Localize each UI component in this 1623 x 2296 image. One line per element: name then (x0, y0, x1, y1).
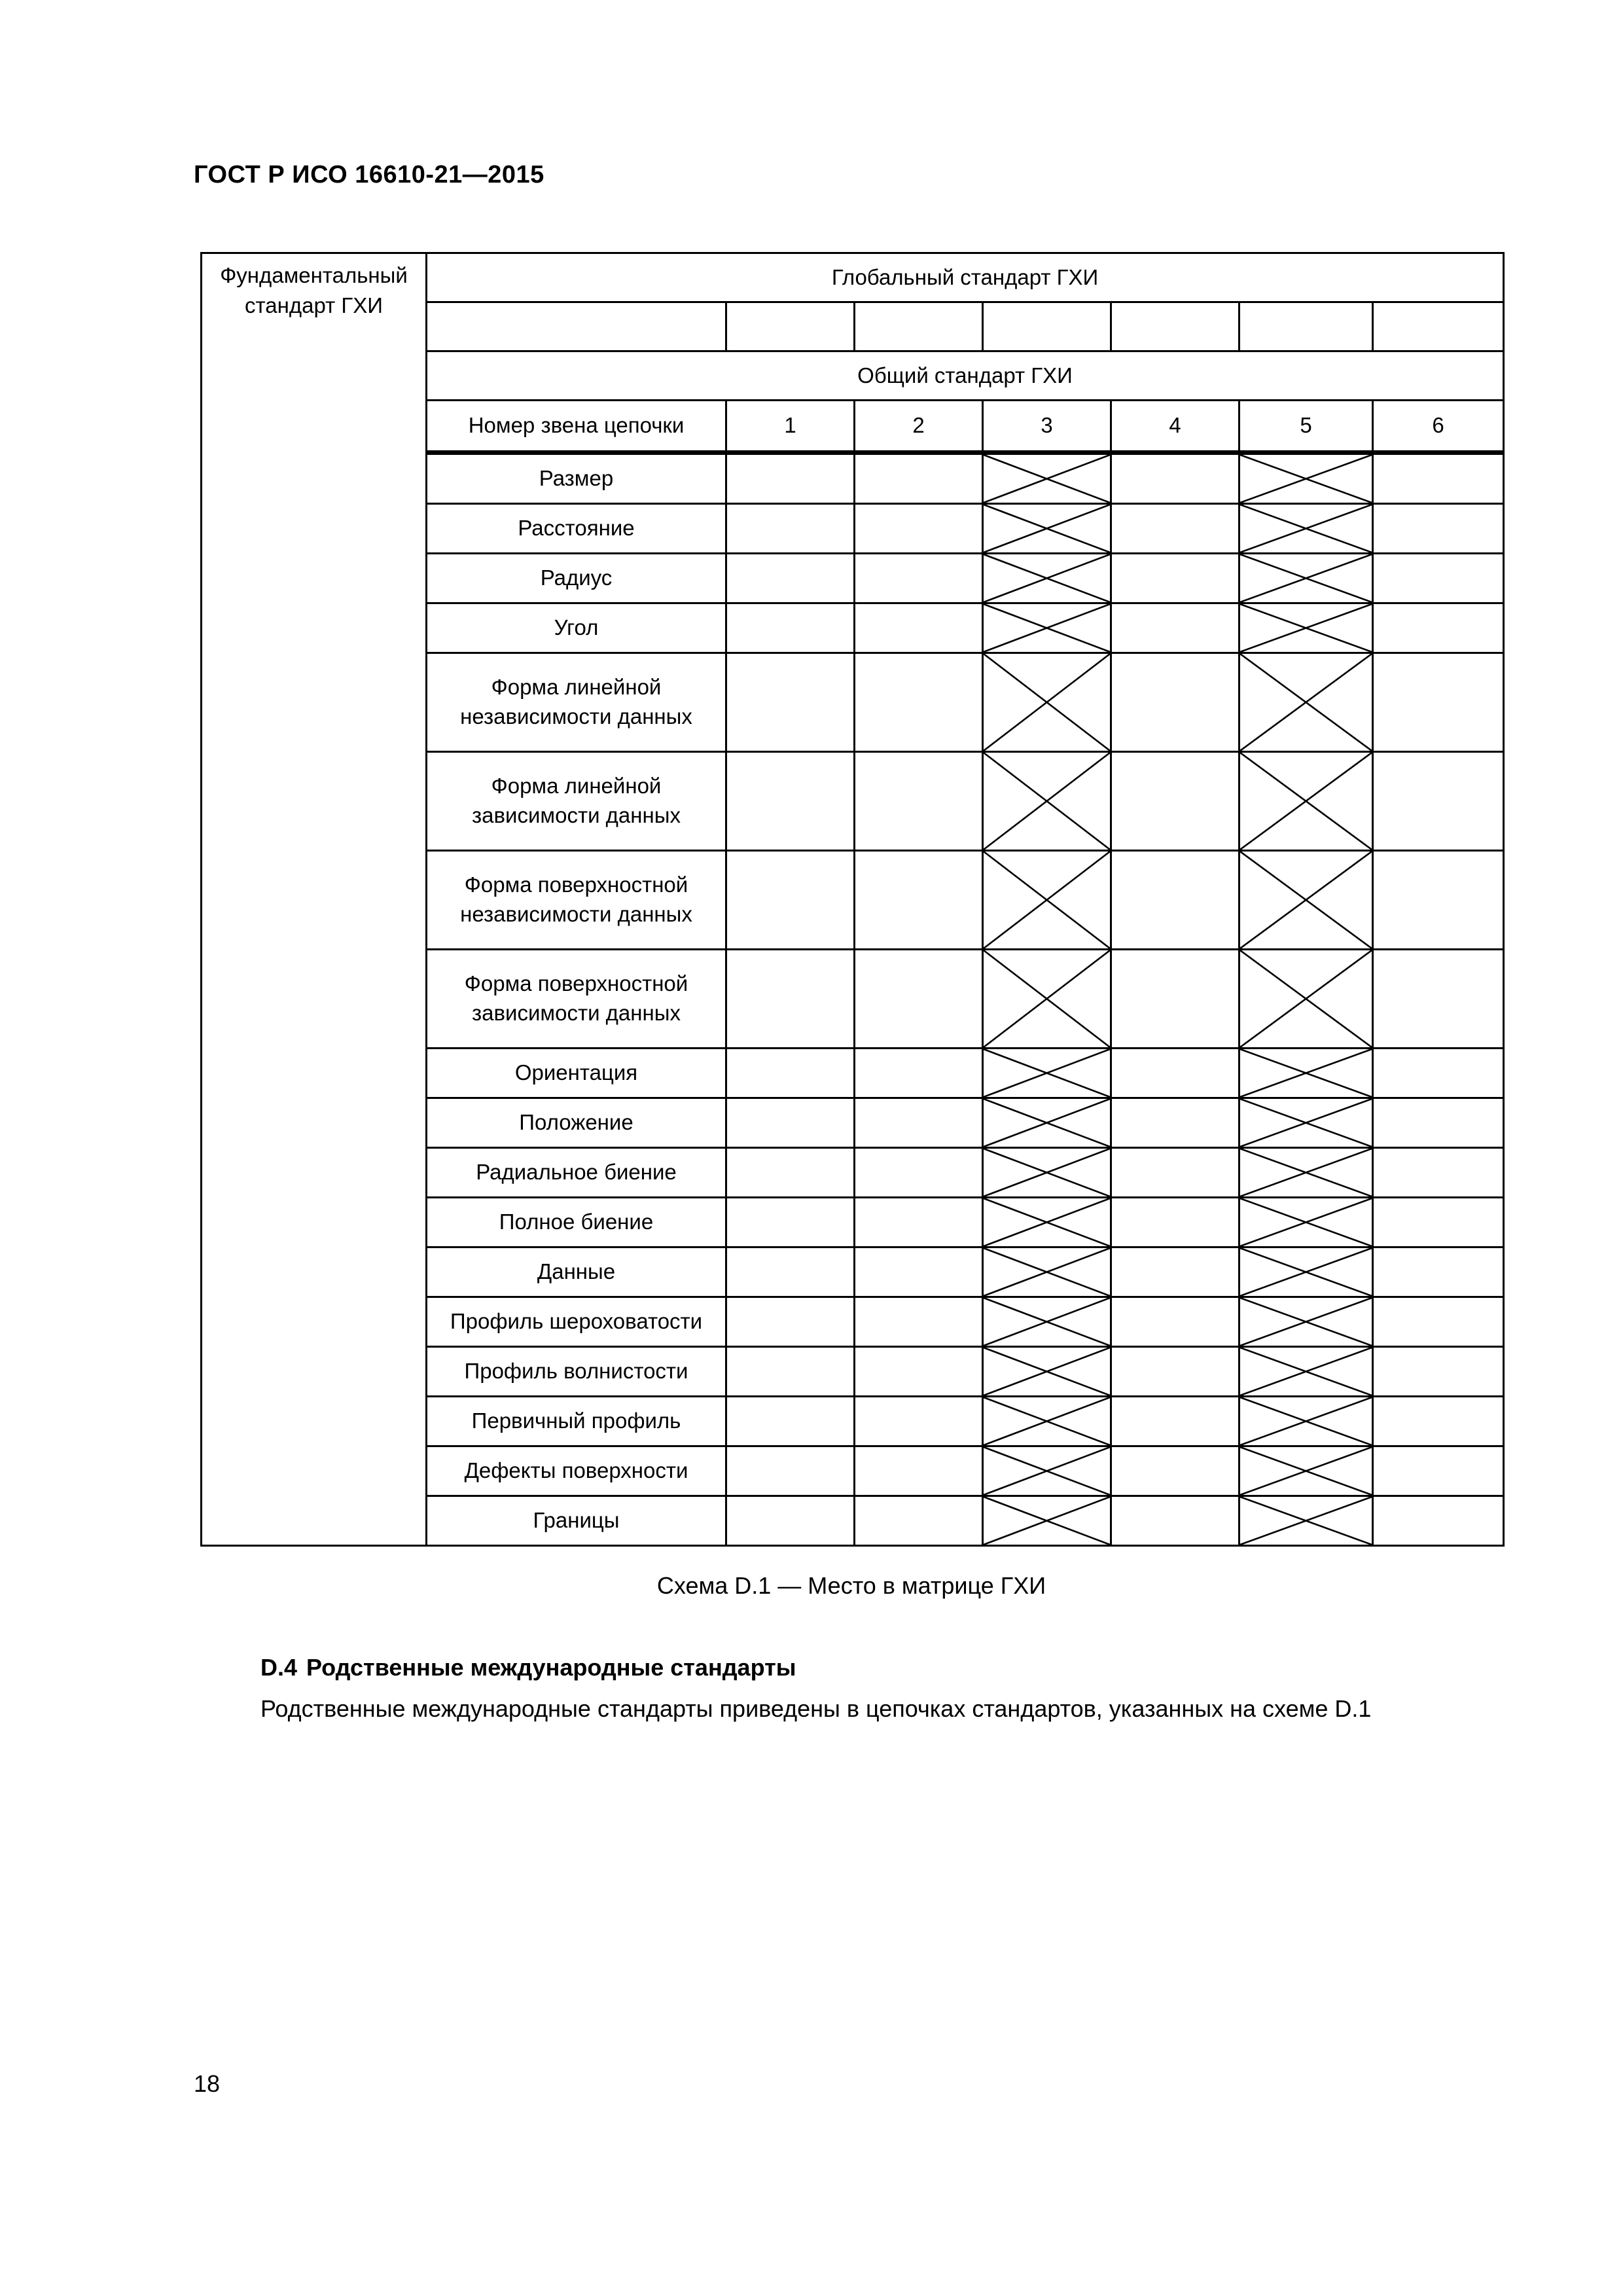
empty-cell (855, 851, 983, 950)
empty-cell (1373, 1049, 1504, 1098)
cross-mark-icon (984, 1248, 1110, 1296)
empty-cell (1111, 752, 1240, 851)
empty-cell (726, 1098, 855, 1148)
empty-cell (855, 603, 983, 653)
chain-link-number: 3 (983, 401, 1111, 453)
characteristic-label: Профиль волнистости (427, 1347, 726, 1397)
crossed-cell (983, 1098, 1111, 1148)
empty-cell (1111, 1496, 1240, 1546)
empty-cell (855, 1446, 983, 1496)
crossed-cell (1240, 950, 1373, 1049)
section-heading (260, 1654, 796, 1681)
empty-cell (855, 653, 983, 752)
empty-cell (726, 1247, 855, 1297)
empty-cell (726, 1446, 855, 1496)
empty-cell (1373, 453, 1504, 504)
empty-cell (726, 950, 855, 1049)
crossed-cell (983, 752, 1111, 851)
empty-cell (427, 302, 726, 351)
crossed-cell (983, 554, 1111, 603)
characteristic-label: Дефекты поверхности (427, 1446, 726, 1496)
empty-cell (1373, 1148, 1504, 1198)
crossed-cell (1240, 653, 1373, 752)
crossed-cell (1240, 1297, 1373, 1347)
cross-mark-icon (1240, 554, 1372, 602)
crossed-cell (983, 1049, 1111, 1098)
global-standard-header: Глобальный стандарт ГХИ (427, 253, 1504, 302)
empty-cell (1373, 1297, 1504, 1347)
figure-caption: Схема D.1 — Место в матрице ГХИ (656, 1572, 1046, 1599)
cross-mark-icon (984, 852, 1110, 948)
empty-cell (726, 504, 855, 554)
empty-cell (1111, 1446, 1240, 1496)
empty-cell (855, 1098, 983, 1148)
crossed-cell (983, 1496, 1111, 1546)
empty-cell (1111, 504, 1240, 554)
empty-cell (1111, 1397, 1240, 1446)
empty-cell (1111, 1347, 1240, 1397)
cross-mark-icon (1240, 1049, 1372, 1097)
empty-cell (983, 302, 1111, 351)
empty-cell (1373, 603, 1504, 653)
empty-cell (1111, 1049, 1240, 1098)
empty-cell (1111, 653, 1240, 752)
cross-mark-icon (984, 753, 1110, 850)
chain-link-number: 2 (855, 401, 983, 453)
empty-cell (1373, 1496, 1504, 1546)
crossed-cell (983, 950, 1111, 1049)
empty-cell (855, 554, 983, 603)
empty-cell (1373, 504, 1504, 554)
crossed-cell (1240, 752, 1373, 851)
cross-mark-icon (984, 455, 1110, 503)
crossed-cell (1240, 1198, 1373, 1247)
crossed-cell (983, 1148, 1111, 1198)
cross-mark-icon (1240, 505, 1372, 552)
characteristic-label: Полное биение (427, 1198, 726, 1247)
chain-link-number: 5 (1240, 401, 1373, 453)
cross-mark-icon (984, 950, 1110, 1047)
crossed-cell (1240, 851, 1373, 950)
cross-mark-icon (1240, 1348, 1372, 1395)
crossed-cell (1240, 1148, 1373, 1198)
cross-mark-icon (984, 604, 1110, 652)
empty-cell (1111, 453, 1240, 504)
crossed-cell (983, 1347, 1111, 1397)
empty-cell (726, 453, 855, 504)
cross-mark-icon (1240, 1099, 1372, 1147)
cross-mark-icon (984, 1198, 1110, 1246)
characteristic-label: Первичный профиль (427, 1397, 726, 1446)
empty-cell (726, 603, 855, 653)
cross-mark-icon (1240, 950, 1372, 1047)
crossed-cell (1240, 504, 1373, 554)
chain-link-number: 1 (726, 401, 855, 453)
crossed-cell (983, 603, 1111, 653)
crossed-cell (1240, 1347, 1373, 1397)
crossed-cell (1240, 554, 1373, 603)
empty-cell (1373, 1446, 1504, 1496)
empty-cell (1373, 950, 1504, 1049)
empty-cell (726, 1496, 855, 1546)
chain-link-label: Номер звена цепочки (427, 401, 726, 453)
cross-mark-icon (1240, 1149, 1372, 1196)
empty-cell (1111, 603, 1240, 653)
cross-mark-icon (984, 1348, 1110, 1395)
cross-mark-icon (984, 1099, 1110, 1147)
cross-mark-icon (984, 1447, 1110, 1495)
characteristic-label: Расстояние (427, 504, 726, 554)
document-header: ГОСТ Р ИСО 16610-21—2015 (194, 161, 544, 188)
cross-mark-icon (1240, 1497, 1372, 1545)
empty-cell (1240, 302, 1373, 351)
empty-cell (1111, 554, 1240, 603)
empty-cell (1111, 950, 1240, 1049)
empty-cell (1373, 1098, 1504, 1148)
cross-mark-icon (1240, 753, 1372, 850)
empty-cell (1373, 1198, 1504, 1247)
chain-link-number: 4 (1111, 401, 1240, 453)
characteristic-label: Угол (427, 603, 726, 653)
gps-matrix-table (200, 252, 1505, 1547)
empty-cell (855, 1397, 983, 1446)
cross-mark-icon (1240, 455, 1372, 503)
empty-cell (855, 752, 983, 851)
fundamental-standard-cell: Фундаментальный стандарт ГХИ (202, 253, 427, 1546)
characteristic-label: Форма линейной независимости данных (427, 653, 726, 752)
cross-mark-icon (1240, 604, 1372, 652)
empty-cell (855, 453, 983, 504)
characteristic-label: Ориентация (427, 1049, 726, 1098)
crossed-cell (983, 653, 1111, 752)
characteristic-label: Размер (427, 453, 726, 504)
cross-mark-icon (984, 1149, 1110, 1196)
characteristic-label: Форма линейной зависимости данных (427, 752, 726, 851)
empty-cell (726, 653, 855, 752)
empty-cell (726, 1397, 855, 1446)
crossed-cell (983, 851, 1111, 950)
empty-cell (1111, 1148, 1240, 1198)
cross-mark-icon (984, 654, 1110, 751)
section-paragraph: Родственные международные стандарты приведены в цепочках стандартов, указанных на схеме D.1 (260, 1695, 1372, 1722)
cross-mark-icon (1240, 1447, 1372, 1495)
cross-mark-icon (984, 1049, 1110, 1097)
crossed-cell (983, 504, 1111, 554)
crossed-cell (1240, 453, 1373, 504)
cross-mark-icon (1240, 1198, 1372, 1246)
crossed-cell (983, 1397, 1111, 1446)
empty-cell (855, 1049, 983, 1098)
characteristic-label: Радиус (427, 554, 726, 603)
crossed-cell (1240, 1446, 1373, 1496)
section-number: D.4 (260, 1654, 298, 1681)
general-standard-header: Общий стандарт ГХИ (427, 351, 1504, 401)
crossed-cell (1240, 1049, 1373, 1098)
empty-cell (1373, 1347, 1504, 1397)
crossed-cell (1240, 1098, 1373, 1148)
characteristic-label: Форма поверхностной зависимости данных (427, 950, 726, 1049)
empty-cell (855, 1198, 983, 1247)
characteristic-label: Форма поверхностной независимости данных (427, 851, 726, 950)
empty-cell (855, 1496, 983, 1546)
empty-cell (726, 1148, 855, 1198)
cross-mark-icon (1240, 654, 1372, 751)
empty-cell (1373, 752, 1504, 851)
characteristic-label: Границы (427, 1496, 726, 1546)
cross-mark-icon (1240, 1248, 1372, 1296)
empty-cell (726, 752, 855, 851)
empty-cell (726, 302, 855, 351)
empty-cell (1373, 851, 1504, 950)
chain-link-number: 6 (1373, 401, 1504, 453)
empty-cell (1111, 1098, 1240, 1148)
empty-cell (726, 1347, 855, 1397)
crossed-cell (983, 453, 1111, 504)
empty-cell (726, 1049, 855, 1098)
crossed-cell (983, 1297, 1111, 1347)
characteristic-label: Положение (427, 1098, 726, 1148)
crossed-cell (983, 1247, 1111, 1297)
empty-cell (726, 851, 855, 950)
cross-mark-icon (984, 1497, 1110, 1545)
empty-cell (855, 1297, 983, 1347)
cross-mark-icon (984, 1298, 1110, 1346)
empty-cell (1373, 1397, 1504, 1446)
empty-cell (855, 1148, 983, 1198)
empty-cell (855, 1247, 983, 1297)
empty-cell (1373, 653, 1504, 752)
crossed-cell (1240, 603, 1373, 653)
empty-cell (1111, 302, 1240, 351)
cross-mark-icon (1240, 1298, 1372, 1346)
crossed-cell (1240, 1397, 1373, 1446)
empty-cell (855, 504, 983, 554)
empty-cell (1111, 1198, 1240, 1247)
empty-cell (1373, 302, 1504, 351)
empty-cell (855, 302, 983, 351)
crossed-cell (983, 1446, 1111, 1496)
characteristic-label: Профиль шероховатости (427, 1297, 726, 1347)
cross-mark-icon (984, 1397, 1110, 1445)
empty-cell (855, 1347, 983, 1397)
cross-mark-icon (1240, 1397, 1372, 1445)
empty-cell (1373, 1247, 1504, 1297)
characteristic-label: Данные (427, 1247, 726, 1297)
empty-cell (726, 554, 855, 603)
empty-cell (726, 1297, 855, 1347)
empty-cell (1111, 1297, 1240, 1347)
empty-cell (726, 1198, 855, 1247)
empty-cell (1373, 554, 1504, 603)
empty-cell (1111, 1247, 1240, 1297)
characteristic-label: Радиальное биение (427, 1148, 726, 1198)
cross-mark-icon (984, 505, 1110, 552)
crossed-cell (1240, 1496, 1373, 1546)
section-title-text: Родственные международные стандарты (306, 1654, 796, 1681)
cross-mark-icon (984, 554, 1110, 602)
empty-cell (1111, 851, 1240, 950)
cross-mark-icon (1240, 852, 1372, 948)
page-number: 18 (194, 2070, 221, 2097)
crossed-cell (1240, 1247, 1373, 1297)
empty-cell (855, 950, 983, 1049)
crossed-cell (983, 1198, 1111, 1247)
